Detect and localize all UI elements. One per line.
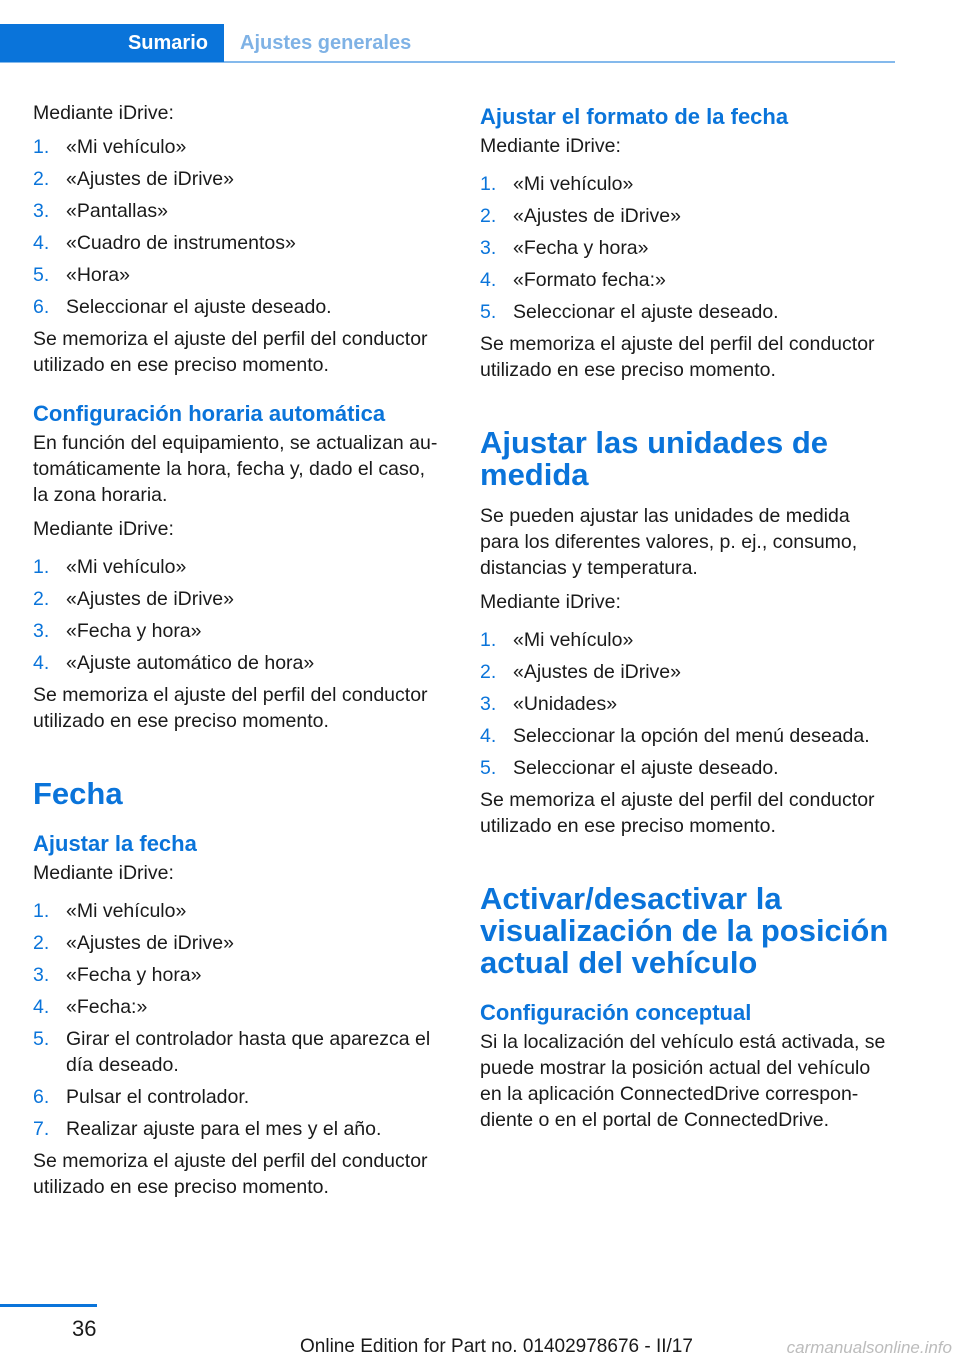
step-number: 5.	[33, 264, 50, 286]
step-number: 4.	[33, 996, 50, 1018]
list-item	[33, 898, 443, 924]
note-text: Se memoriza el ajuste del perfil del conductor utilizado en ese preciso momento.	[480, 333, 875, 381]
step-number: 2.	[33, 588, 50, 610]
step-number: 3.	[33, 620, 50, 642]
list-item	[33, 294, 443, 320]
watermark: carmanualsonline.info	[786, 1338, 952, 1357]
config-text: Si la localización del vehículo está activada, se puede mostrar la posición actual del vehículo en la aplicación ConnectedDrive correspondiente o en el portal de ConnectedDrive.	[480, 1031, 886, 1131]
list-item	[33, 1116, 443, 1142]
left-column	[33, 100, 443, 1200]
intro-text: Mediante iDrive:	[33, 518, 174, 540]
steps-list	[480, 627, 890, 781]
step-text: «Mi vehículo»	[66, 136, 187, 158]
list-item	[480, 267, 890, 293]
units-text: Se pueden ajustar las unidades de medida para los diferentes valores, p. ej., consumo, distancias y temperatura.	[480, 505, 858, 579]
list-item	[33, 962, 443, 988]
list-item	[33, 586, 443, 612]
step-number: 6.	[33, 1086, 50, 1108]
edition-text: Online Edition for Part no. 01402978676 - II/17	[300, 1336, 693, 1357]
list-item	[480, 755, 890, 781]
steps-list	[33, 554, 443, 676]
step-number: 6.	[33, 296, 50, 318]
steps-list	[480, 171, 890, 325]
tab-sumario[interactable]: Sumario	[0, 24, 224, 62]
step-number: 5.	[480, 757, 497, 779]
step-number: 1.	[480, 173, 497, 195]
page-header	[0, 0, 960, 64]
list-item	[480, 723, 890, 749]
note-text: Se memoriza el ajuste del perfil del conductor utilizado en ese preciso momento.	[33, 1150, 428, 1198]
steps-list	[33, 898, 443, 1142]
note-text: Se memoriza el ajuste del perfil del conductor utilizado en ese preciso momento.	[33, 328, 428, 376]
list-item	[33, 930, 443, 956]
list-item	[33, 198, 443, 224]
heading-config: Configuración conceptual	[480, 1000, 752, 1025]
step-text: «Fecha y hora»	[66, 964, 202, 986]
step-number: 4.	[33, 232, 50, 254]
list-item	[480, 235, 890, 261]
footer-rule	[0, 1304, 97, 1307]
step-number: 2.	[480, 205, 497, 227]
step-number: 3.	[33, 964, 50, 986]
list-item	[33, 166, 443, 192]
list-item	[480, 627, 890, 653]
step-text: «Unidades»	[513, 693, 618, 715]
list-item	[33, 554, 443, 580]
step-text: «Formato fecha:»	[513, 269, 666, 291]
step-number: 1.	[33, 136, 50, 158]
page-number: 36	[72, 1316, 97, 1341]
intro-text: Mediante iDrive:	[480, 135, 621, 157]
header-rule	[0, 61, 895, 63]
list-item	[33, 618, 443, 644]
step-text: «Ajustes de iDrive»	[66, 932, 234, 954]
step-number: 1.	[33, 900, 50, 922]
heading-date-format: Ajustar el formato de la fecha	[480, 104, 789, 129]
heading-auto-time: Configuración horaria automática	[33, 401, 386, 426]
step-text: «Hora»	[66, 264, 130, 286]
step-text: «Fecha y hora»	[66, 620, 202, 642]
step-number: 5.	[480, 301, 497, 323]
step-text: «Ajustes de iDrive»	[66, 168, 234, 190]
step-number: 2.	[33, 168, 50, 190]
step-text: Seleccionar el ajuste deseado.	[513, 301, 779, 323]
step-number: 1.	[480, 629, 497, 651]
auto-time-text: En función del equipamiento, se actualizan automáticamente la hora, fecha y, dado el caso, la zona horaria.	[33, 432, 438, 506]
step-text: «Mi vehículo»	[66, 900, 187, 922]
intro-text: Mediante iDrive:	[480, 591, 621, 613]
intro-text: Mediante iDrive:	[33, 102, 174, 124]
step-number: 4.	[480, 269, 497, 291]
step-text: Seleccionar el ajuste deseado.	[513, 757, 779, 779]
step-number: 2.	[480, 661, 497, 683]
step-text: Seleccionar el ajuste deseado.	[66, 296, 332, 318]
step-text: Seleccionar la opción del menú deseada.	[513, 725, 870, 747]
list-item	[33, 650, 443, 676]
intro-text: Mediante iDrive:	[33, 862, 174, 884]
step-text: «Ajustes de iDrive»	[66, 588, 234, 610]
step-text: «Mi vehículo»	[513, 629, 634, 651]
list-item	[33, 134, 443, 160]
step-text: «Pantallas»	[66, 200, 168, 222]
step-number: 2.	[33, 932, 50, 954]
list-item	[480, 299, 890, 325]
step-number: 7.	[33, 1118, 50, 1140]
right-column	[480, 100, 890, 1133]
step-number: 4.	[33, 652, 50, 674]
steps-list	[33, 134, 443, 320]
step-number: 3.	[33, 200, 50, 222]
heading-vehicle-position: Activar/desactivar la visualización de la posición actual del vehículo	[480, 881, 889, 980]
list-item	[33, 1026, 443, 1078]
list-item	[33, 230, 443, 256]
step-number: 3.	[480, 237, 497, 259]
step-text: Pulsar el controlador.	[66, 1086, 250, 1108]
step-number: 5.	[33, 1028, 50, 1050]
list-item	[33, 1084, 443, 1110]
step-text: Realizar ajuste para el mes y el año.	[66, 1118, 382, 1140]
heading-units: Ajustar las unidades de medida	[480, 425, 828, 492]
tab-ajustes-generales[interactable]: Ajustes generales	[240, 31, 412, 54]
list-item	[33, 262, 443, 288]
list-item	[480, 203, 890, 229]
step-text: «Ajustes de iDrive»	[513, 661, 681, 683]
step-text: «Cuadro de instrumentos»	[66, 232, 296, 254]
heading-ajustar-fecha: Ajustar la fecha	[33, 831, 197, 856]
step-text: «Ajuste automático de hora»	[66, 652, 315, 674]
list-item	[480, 171, 890, 197]
step-text: «Fecha:»	[66, 996, 148, 1018]
list-item	[480, 691, 890, 717]
note-text: Se memoriza el ajuste del perfil del conductor utilizado en ese preciso momento.	[33, 684, 428, 732]
list-item	[33, 994, 443, 1020]
step-text: «Ajustes de iDrive»	[513, 205, 681, 227]
step-number: 4.	[480, 725, 497, 747]
note-text: Se memoriza el ajuste del perfil del conductor utilizado en ese preciso momento.	[480, 789, 875, 837]
step-number: 1.	[33, 556, 50, 578]
step-text: «Mi vehículo»	[513, 173, 634, 195]
step-text: «Fecha y hora»	[513, 237, 649, 259]
step-text: Girar el controlador hasta que aparezca el día deseado.	[66, 1028, 431, 1076]
list-item	[480, 659, 890, 685]
heading-fecha: Fecha	[33, 776, 123, 811]
step-number: 3.	[480, 693, 497, 715]
step-text: «Mi vehículo»	[66, 556, 187, 578]
